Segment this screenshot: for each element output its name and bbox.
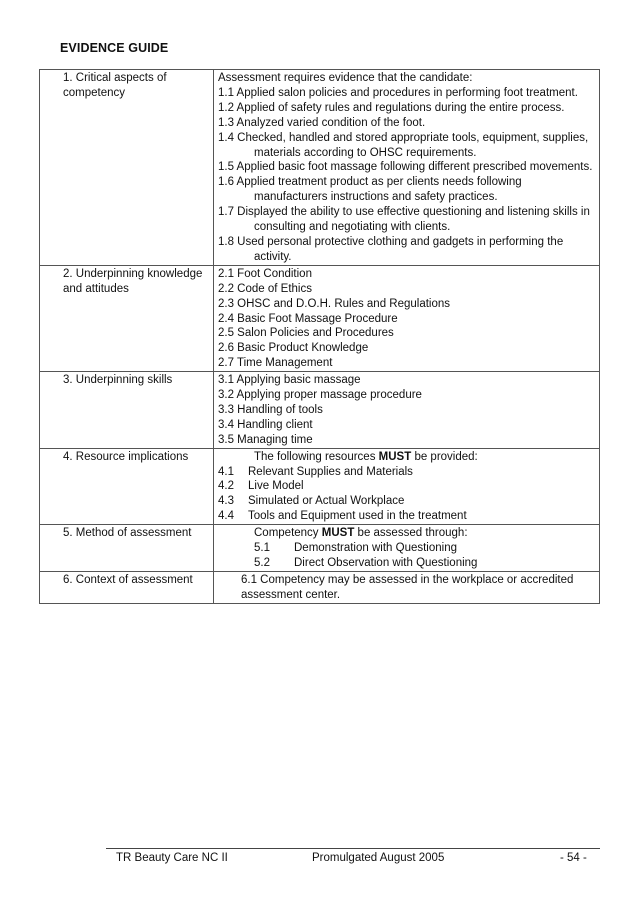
list-item: 1.1 Applied salon policies and procedures in performing foot treatment. xyxy=(218,86,578,99)
footer-document-title: TR Beauty Care NC II xyxy=(116,852,228,864)
item-number: 5.1 xyxy=(254,542,270,555)
row-content xyxy=(214,525,600,572)
row-label: 1. Critical aspects of competency xyxy=(40,70,214,266)
row-intro xyxy=(218,450,596,465)
list-item: 1.4 Checked, handled and stored appropriate tools, equipment, supplies, materials according to OHSC requirements. xyxy=(218,131,589,159)
row-content xyxy=(214,448,600,525)
list-item: 3.1 Applying basic massage xyxy=(218,374,361,387)
list-item: 1.8 Used personal protective clothing and gadgets in performing the activity. xyxy=(218,235,564,263)
row-label: 3. Underpinning skills xyxy=(40,372,214,449)
list-item: 1.3 Analyzed varied condition of the foot. xyxy=(218,116,426,129)
list-item: 1.6 Applied treatment product as per clients needs following manufacturers instructions and safety practices. xyxy=(218,176,522,204)
list-item: 3.2 Applying proper massage procedure xyxy=(218,389,422,402)
list-item xyxy=(218,556,596,571)
row-label: 4. Resource implications xyxy=(40,448,214,525)
list-item: 2.1 Foot Condition xyxy=(218,267,312,280)
list-item: 1.2 Applied of safety rules and regulations during the entire process. xyxy=(218,101,565,114)
item-number: 4.1 xyxy=(218,465,234,478)
context-text: 6.1 Competency may be assessed in the workplace or accredited assessment center. xyxy=(241,573,574,601)
item-text: Simulated or Actual Workplace xyxy=(248,495,405,508)
table-row xyxy=(40,448,600,525)
footer-promulgation-date: Promulgated August 2005 xyxy=(312,852,445,864)
list-item: 2.7 Time Management xyxy=(218,357,333,370)
list-item: 3.3 Handling of tools xyxy=(218,403,323,416)
list-item xyxy=(218,479,596,494)
item-number: 4.2 xyxy=(218,480,234,493)
list-item xyxy=(218,541,596,556)
row-content xyxy=(214,372,600,449)
item-text: Direct Observation with Questioning xyxy=(294,557,478,569)
must-emphasis: MUST xyxy=(321,527,355,540)
intro-text: Competency xyxy=(254,527,322,540)
row-label: 2. Underpinning knowledge and attitudes xyxy=(40,265,214,371)
table-row xyxy=(40,571,600,603)
list-item: 3.4 Handling client xyxy=(218,418,313,431)
item-text: Relevant Supplies and Materials xyxy=(248,465,413,478)
list-item: 2.6 Basic Product Knowledge xyxy=(218,342,369,355)
list-item: 2.3 OHSC and D.O.H. Rules and Regulations xyxy=(218,297,451,310)
table-row xyxy=(40,70,600,266)
list-item: 3.5 Managing time xyxy=(218,433,313,446)
list-item: 2.4 Basic Foot Massage Procedure xyxy=(218,312,398,325)
row-content xyxy=(214,265,600,371)
item-number: 5.2 xyxy=(254,557,270,569)
footer-page-number: - 54 - xyxy=(560,852,587,864)
list-item xyxy=(218,465,596,480)
item-number: 4.3 xyxy=(218,495,234,508)
item-text: Tools and Equipment used in the treatment xyxy=(248,510,467,523)
row-intro: Assessment requires evidence that the candidate: xyxy=(218,72,473,84)
list-item xyxy=(218,509,596,524)
intro-text: be assessed through: xyxy=(354,527,468,540)
evidence-guide-table xyxy=(39,69,600,604)
list-item: 1.5 Applied basic foot massage following different prescribed movements. xyxy=(218,161,593,174)
row-content xyxy=(214,70,600,266)
intro-text: be provided: xyxy=(411,450,478,463)
page-title: EVIDENCE GUIDE xyxy=(60,41,169,55)
list-item: 2.2 Code of Ethics xyxy=(218,282,312,295)
must-emphasis: MUST xyxy=(378,450,412,463)
item-text: Live Model xyxy=(248,480,304,493)
table-row xyxy=(40,265,600,371)
table-row xyxy=(40,372,600,449)
footer-divider xyxy=(106,848,600,849)
row-intro xyxy=(218,526,596,541)
row-content xyxy=(214,571,600,603)
table-row xyxy=(40,525,600,572)
row-label: 5. Method of assessment xyxy=(40,525,214,572)
item-number: 4.4 xyxy=(218,510,234,523)
list-item xyxy=(218,494,596,509)
intro-text: The following resources xyxy=(254,450,379,463)
row-label: 6. Context of assessment xyxy=(40,571,214,603)
item-text: Demonstration with Questioning xyxy=(294,542,457,555)
list-item: 1.7 Displayed the ability to use effective questioning and listening skills in consulting and negotiating with clients. xyxy=(218,206,590,234)
list-item: 2.5 Salon Policies and Procedures xyxy=(218,327,394,340)
